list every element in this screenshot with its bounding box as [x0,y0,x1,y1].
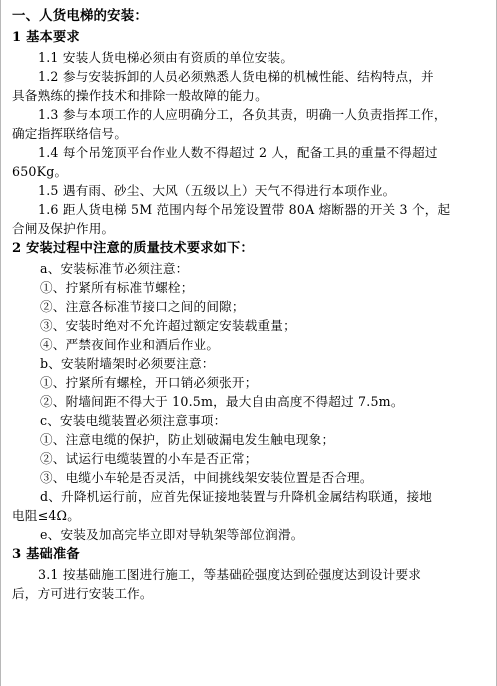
item-e: e、安装及加高完毕立即对导轨架等部位润滑。 [40,527,304,542]
item-a-2: ②、注意各标准节接口之间的间隙； [40,299,245,314]
item-a-1: ①、拧紧所有标准节螺栓； [40,280,194,295]
item-a-4: ④、严禁夜间作业和酒后作业。 [40,337,220,352]
item-c-1: ①、注意电缆的保护，防止划破漏电发生触电现象； [40,432,335,447]
item-1-6: 1.6 距人货电梯 5M 范围内每个吊笼设置带 80A 熔断器的开关 3 个，起 [38,202,451,217]
item-1-2-cont: 具备熟练的操作技术和排除一般故障的能力。 [12,88,268,103]
section-title: 一、人货电梯的安装： [12,8,148,24]
item-b-2: ②、附墙间距不得大于 10.5m，最大自由高度不得超过 7.5m。 [40,394,404,409]
item-c: c、安装电缆装置必须注意事项： [40,413,227,428]
item-1-1: 1.1 安装人货电梯必须由有资质的单位安装。 [38,50,294,65]
item-c-2: ②、试运行电缆装置的小车是否正常； [40,451,258,466]
heading-foundation: 3 基础准备 [12,547,80,562]
item-1-3: 1.3 参与本项工作的人应明确分工，各负其责，明确一人负责指挥工作， [38,107,447,122]
item-d-cont: 电阻≤4Ω。 [12,508,80,523]
item-b-1: ①、拧紧所有螺栓，开口销必须张开； [40,375,258,390]
item-1-3-cont: 确定指挥联络信号。 [12,126,128,141]
heading-quality-requirements: 2 安装过程中注意的质量技术要求如下： [12,241,254,256]
item-1-5: 1.5 遇有雨、砂尘、大风（五级以上）天气不得进行本项作业。 [38,183,396,198]
item-1-6-cont: 合闸及保护作用。 [12,221,115,236]
heading-basic-requirements: 1 基本要求 [12,30,80,45]
item-3-1-cont: 后，方可进行安装工作。 [12,586,153,601]
item-a-3: ③、安装时绝对不允许超过额定安装载重量； [40,318,296,333]
item-b: b、安装附墙架时必须要注意： [40,356,215,371]
item-a: a、安装标准节必须注意： [40,261,189,276]
item-1-4-cont: 650Kg。 [12,164,68,179]
item-c-3: ③、电缆小车轮是否灵活，中间挑线架安装位置是否合理。 [40,470,373,485]
item-1-2: 1.2 参与安装拆卸的人员必须熟悉人货电梯的机械性能、结构特点，并 [38,69,434,84]
item-1-4: 1.4 每个吊笼顶平台作业人数不得超过 2 人，配备工具的重量不得超过 [38,145,438,160]
item-3-1: 3.1 按基础施工图进行施工，等基础砼强度达到砼强度达到设计要求 [38,567,422,582]
item-d: d、升降机运行前，应首先保证接地装置与升降机金属结构联通，接地 [40,489,433,504]
